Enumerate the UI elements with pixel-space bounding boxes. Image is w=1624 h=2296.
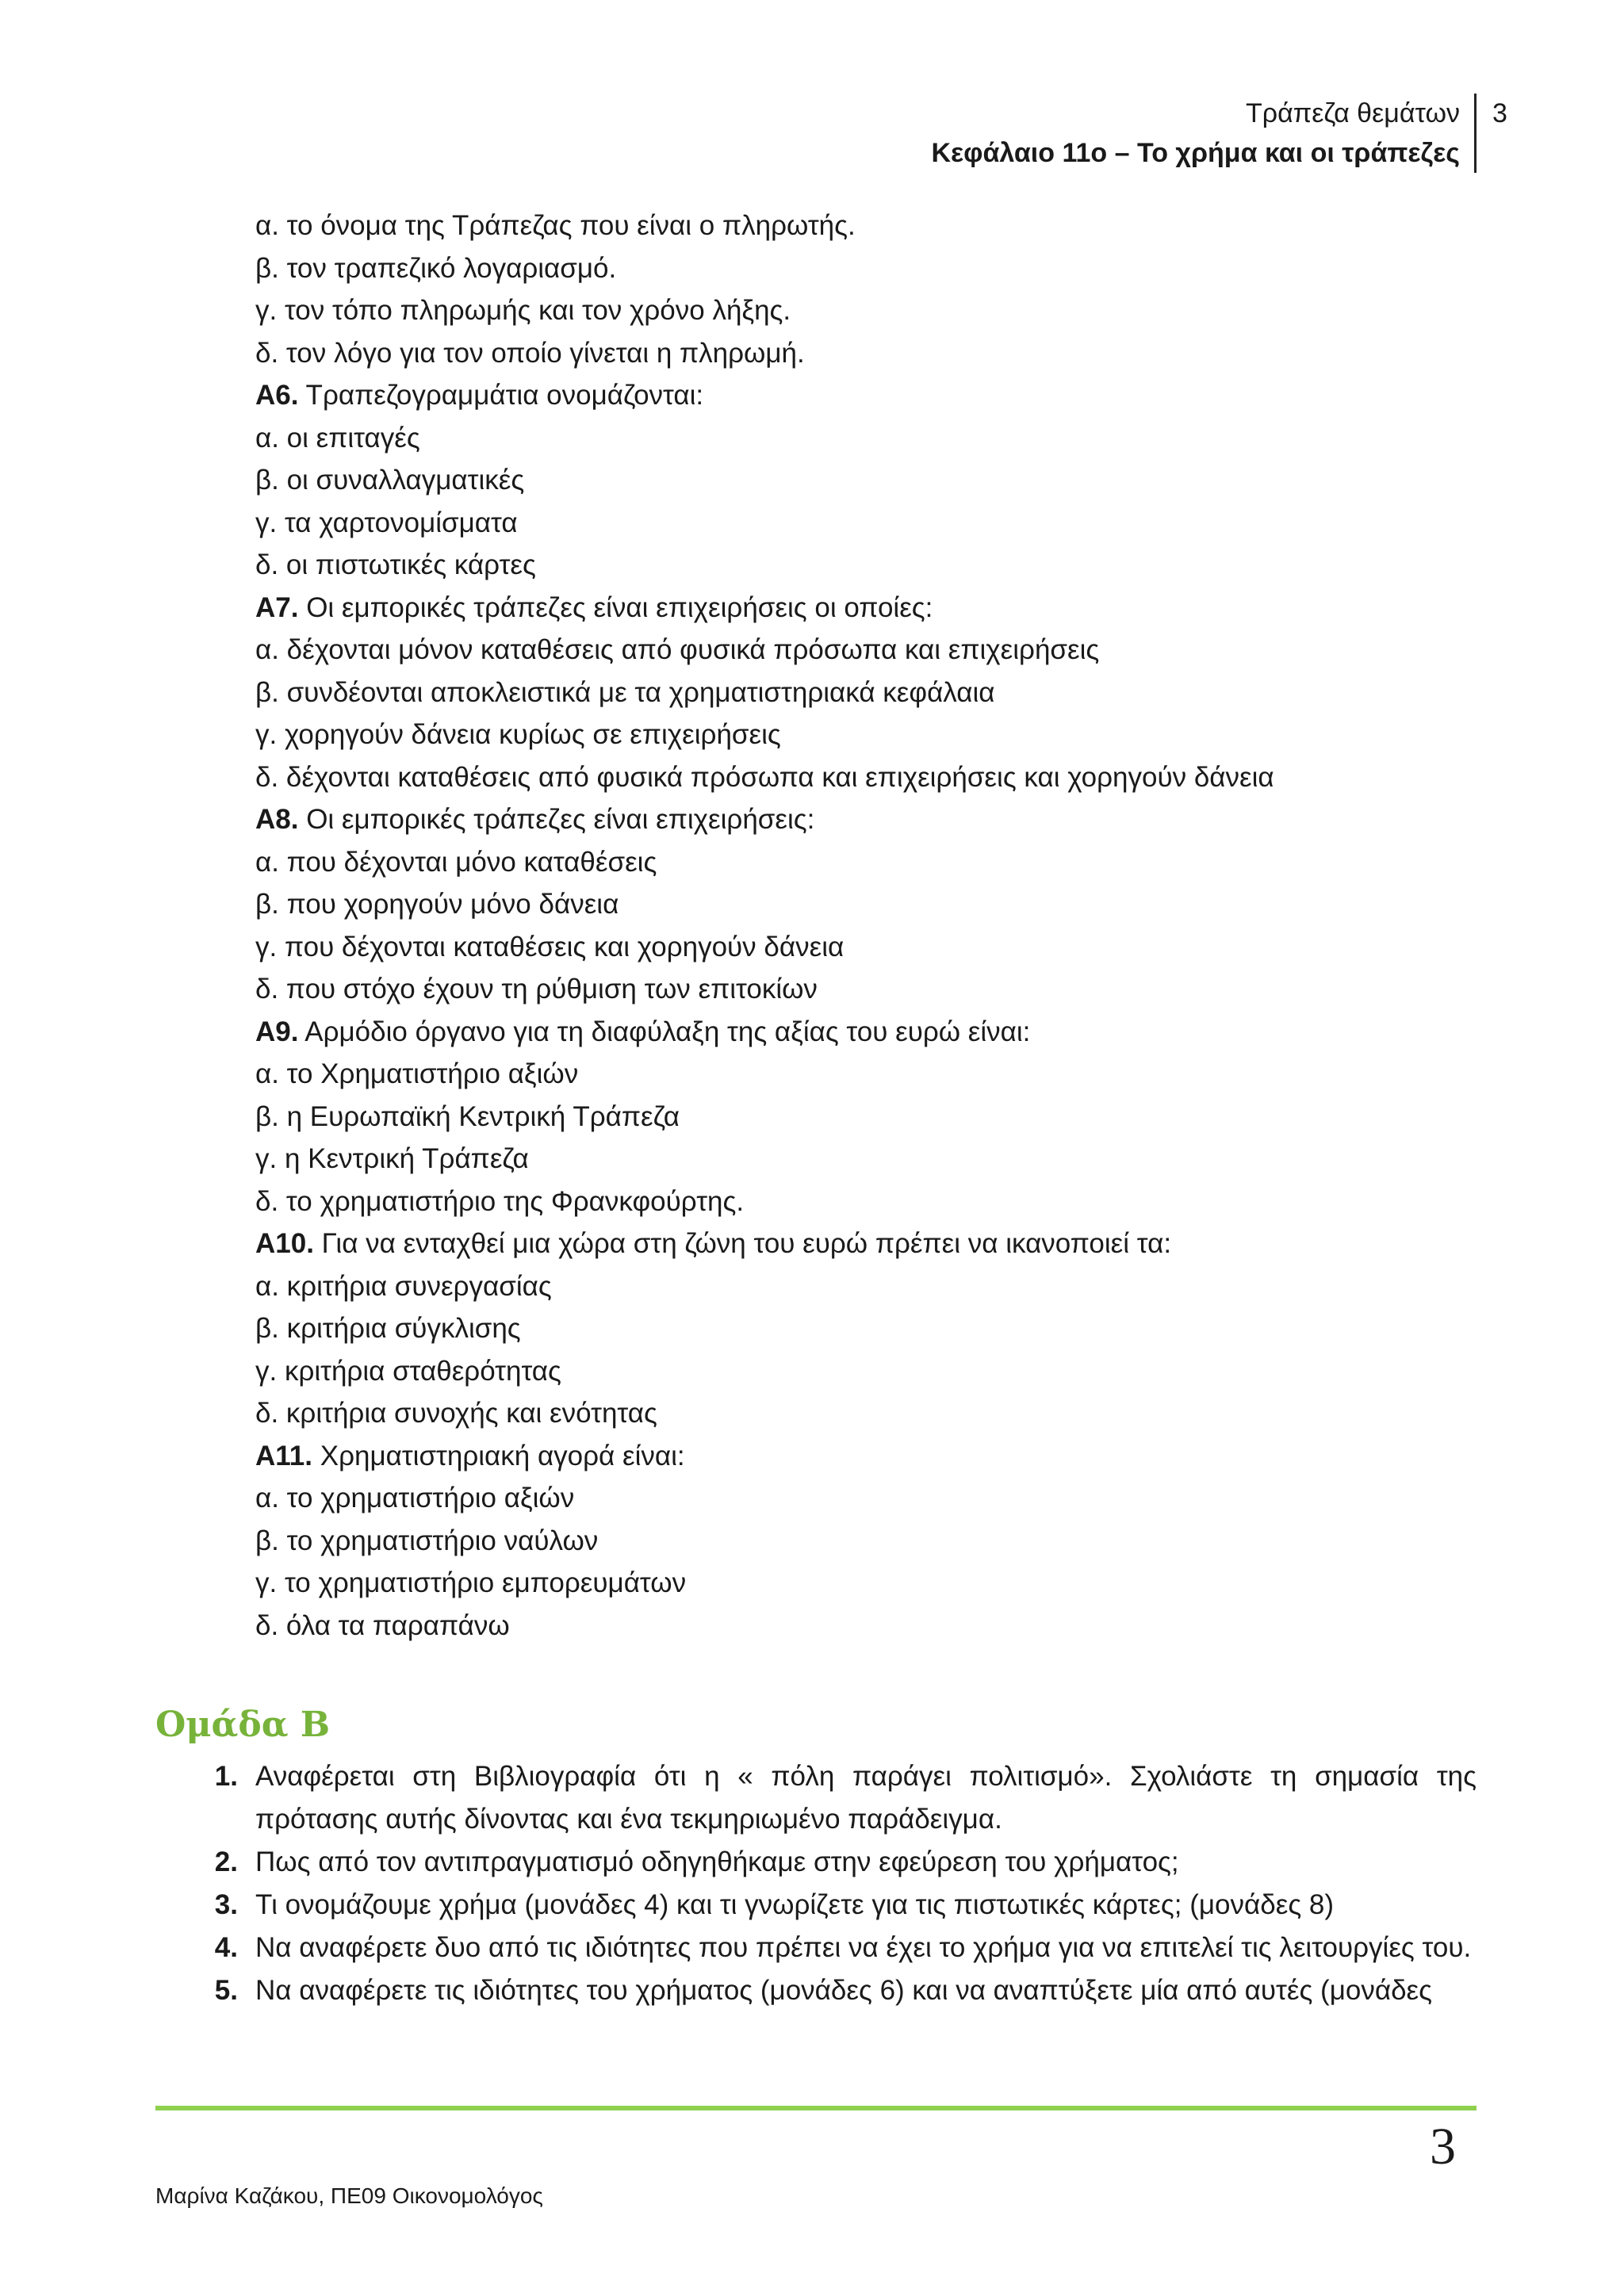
question-row <box>255 1223 1477 1265</box>
item-text: Πως από τον αντιπραγματισμό οδηγηθήκαμε στην εφεύρεση του χρήματος; <box>255 1846 1179 1877</box>
row-text: Αρμόδιο όργανο για τη διαφύλαξη της αξίας του ευρώ είναι: <box>298 1016 1031 1047</box>
row-text: β. το χρηματιστήριο ναύλων <box>255 1525 599 1556</box>
group-b-item <box>155 1755 1477 1841</box>
answer-option <box>255 332 1477 375</box>
answer-option <box>255 1265 1477 1308</box>
row-text: α. το Χρηματιστήριο αξιών <box>255 1058 579 1089</box>
row-text: β. τον τραπεζικό λογαριασμό. <box>255 252 617 284</box>
answer-option <box>255 714 1477 756</box>
answer-option <box>255 502 1477 545</box>
row-text: δ. το χρηματιστήριο της Φρανκφούρτης. <box>255 1185 745 1217</box>
group-b-list <box>155 1755 1477 2012</box>
question-label: Α9. <box>255 1016 299 1047</box>
row-text: γ. το χρηματιστήριο εμπορευμάτων <box>255 1567 687 1598</box>
answer-option <box>255 417 1477 460</box>
row-text: δ. όλα τα παραπάνω <box>255 1609 510 1641</box>
question-label: Α11. <box>255 1440 312 1471</box>
answer-option <box>255 1520 1477 1563</box>
row-text: Οι εμπορικές τράπεζες είναι επιχειρήσεις: <box>298 804 815 835</box>
answer-option <box>255 841 1477 884</box>
row-text: α. που δέχονται μόνο καταθέσεις <box>255 846 657 878</box>
answer-option <box>255 289 1477 332</box>
question-label: Α7. <box>255 591 299 623</box>
answer-option <box>255 205 1477 247</box>
answer-option <box>255 459 1477 502</box>
row-text: δ. που στόχο έχουν τη ρύθμιση των επιτοκίων <box>255 974 818 1004</box>
question-label: Α10. <box>255 1228 314 1259</box>
answer-option <box>255 629 1477 672</box>
row-text: α. οι επιταγές <box>255 422 420 453</box>
item-number: 2. <box>214 1846 238 1877</box>
row-text: β. οι συναλλαγματικές <box>255 465 525 496</box>
row-text: α. κριτήρια συνεργασίας <box>255 1270 552 1302</box>
section-title-group-b: Ομάδα Β <box>155 1705 331 1745</box>
item-number: 1. <box>214 1761 238 1792</box>
footer-page-number: 3 <box>1430 2118 1456 2175</box>
item-number: 4. <box>214 1932 238 1963</box>
group-b-item <box>155 1841 1477 1884</box>
row-text: Για να ενταχθεί μια χώρα στη ζώνη του ευρώ πρέπει να ικανοποιεί τα: <box>313 1228 1172 1259</box>
row-text: β. συνδέονται αποκλειστικά με τα χρηματιστηριακά κεφάλαια <box>255 676 995 708</box>
group-b-item <box>155 1927 1477 1969</box>
row-text: β. που χορηγούν μόνο δάνεια <box>255 889 619 920</box>
footer-divider <box>155 2106 1477 2110</box>
header-title: Τράπεζα θεμάτων <box>1245 98 1460 128</box>
row-text: γ. τα χαρτονομίσματα <box>255 507 518 538</box>
row-text: γ. χορηγούν δάνεια κυρίως σε επιχειρήσεις <box>255 719 781 750</box>
question-row <box>255 798 1477 841</box>
item-text: Να αναφέρετε τις ιδιότητες του χρήματος (μονάδες 6) και να αναπτύξετε μία από αυτές (μονάδες <box>255 1975 1433 2006</box>
answer-option <box>255 1096 1477 1138</box>
question-row <box>255 587 1477 629</box>
answer-option <box>255 672 1477 714</box>
question-row <box>255 1011 1477 1054</box>
question-label: Α8. <box>255 804 299 835</box>
answer-option <box>255 1053 1477 1096</box>
row-text: γ. που δέχονται καταθέσεις και χορηγούν δάνεια <box>255 931 845 962</box>
item-text: Να αναφέρετε δυο από τις ιδιότητες που πρέπει να έχει το χρήμα για να επιτελεί τις λειτουργίες του. <box>255 1932 1472 1963</box>
question-row <box>255 374 1477 417</box>
row-text: α. το χρηματιστήριο αξιών <box>255 1483 575 1513</box>
row-text: Οι εμπορικές τράπεζες είναι επιχειρήσεις οι οποίες: <box>298 591 933 623</box>
header-page-number: 3 <box>1492 98 1507 128</box>
row-text: δ. κριτήρια συνοχής και ενότητας <box>255 1398 657 1429</box>
item-number: 5. <box>214 1975 238 2006</box>
row-text: β. κριτήρια σύγκλισης <box>255 1313 521 1344</box>
answer-option <box>255 1477 1477 1520</box>
row-text: β. η Ευρωπαϊκή Κεντρική Τράπεζα <box>255 1100 680 1132</box>
row-text: α. δέχονται μόνον καταθέσεις από φυσικά πρόσωπα και επιχειρήσεις <box>255 634 1100 665</box>
row-text: γ. κριτήρια σταθερότητας <box>255 1355 561 1387</box>
footer-author: Μαρίνα Καζάκου, ΠΕ09 Οικονομολόγος <box>155 2183 543 2208</box>
answer-option <box>255 1562 1477 1605</box>
page-header <box>931 94 1477 173</box>
answer-option <box>255 968 1477 1011</box>
row-text: α. το όνομα της Τράπεζας που είναι ο πληρωτής. <box>255 210 856 241</box>
answer-option <box>255 1138 1477 1181</box>
answer-option <box>255 1392 1477 1435</box>
item-text: Αναφέρεται στη Βιβλιογραφία ότι η « πόλη παράγει πολιτισμό». Σχολιάστε τη σημασία της πρότασης αυτής δίνοντας και ένα τεκμηριωμένο παράδειγμα. <box>255 1761 1477 1835</box>
answer-option <box>255 756 1477 799</box>
answer-option <box>255 1181 1477 1223</box>
group-b-item <box>155 1884 1477 1927</box>
answer-option <box>255 1350 1477 1393</box>
row-text: δ. δέχονται καταθέσεις από φυσικά πρόσωπα και επιχειρήσεις και χορηγούν δάνεια <box>255 761 1274 793</box>
answer-option <box>255 247 1477 290</box>
row-text: γ. η Κεντρική Τράπεζα <box>255 1143 529 1174</box>
group-b-item <box>155 1969 1477 2012</box>
row-text: Χρηματιστηριακή αγορά είναι: <box>312 1440 685 1471</box>
row-text: Τραπεζογραμμάτια ονομάζονται: <box>298 380 704 411</box>
answer-option <box>255 1307 1477 1350</box>
header-subtitle: Κεφάλαιο 11ο – Το χρήμα και οι τράπεζες <box>931 138 1460 168</box>
row-text: γ. τον τόπο πληρωμής και τον χρόνο λήξης. <box>255 295 791 326</box>
answer-option <box>255 883 1477 926</box>
question-label: Α6. <box>255 380 299 411</box>
answer-option <box>255 544 1477 587</box>
questions-list <box>255 205 1477 1647</box>
question-row <box>255 1435 1477 1478</box>
row-text: δ. οι πιστωτικές κάρτες <box>255 549 536 580</box>
answer-option <box>255 926 1477 969</box>
item-number: 3. <box>214 1889 238 1920</box>
item-text: Τι ονομάζουμε χρήμα (μονάδες 4) και τι γνωρίζετε για τις πιστωτικές κάρτες; (μονάδες 8) <box>255 1889 1335 1920</box>
answer-option <box>255 1605 1477 1647</box>
row-text: δ. τον λόγο για τον οποίο γίνεται η πληρωμή. <box>255 337 805 369</box>
